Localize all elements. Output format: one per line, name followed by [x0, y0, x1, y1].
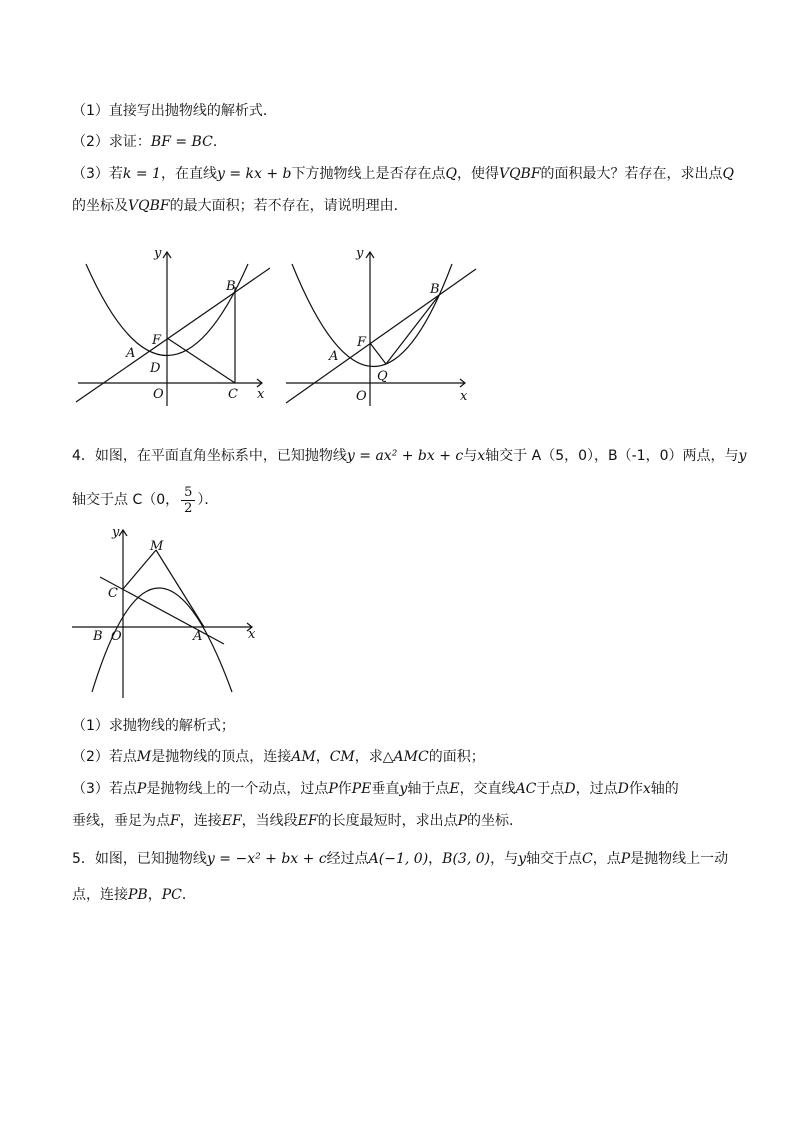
label-o: O — [356, 389, 367, 404]
q5-stem-line1 — [72, 849, 732, 869]
q4-math-AC: AC — [515, 781, 537, 797]
q3-math-triangle: VQBF — [498, 166, 541, 182]
q4-figure — [66, 522, 262, 702]
q5-text: 经过点 — [326, 851, 369, 867]
segment-qb — [386, 294, 440, 364]
q3-part2-end: ． — [212, 134, 227, 150]
q5-point-b: B(3, 0) — [442, 851, 491, 867]
q3-math-Q: Q — [722, 166, 735, 182]
label-c: C — [228, 387, 238, 402]
q4-math-triangle: △AMC — [382, 749, 429, 765]
label-o: O — [111, 629, 122, 644]
label-y: y — [112, 525, 120, 540]
q4-text: ，交直线 — [459, 781, 516, 797]
q4-text: 作 — [337, 781, 352, 797]
q3-figure-left — [70, 240, 280, 410]
q4-math-y: y — [399, 781, 408, 797]
label-x: x — [257, 387, 265, 402]
q5-text: ，点 — [592, 851, 621, 867]
q3-text: 的面积最大？若存在，求出点 — [540, 166, 723, 182]
q3-text: ，在直线 — [160, 166, 217, 182]
label-a: A — [329, 349, 339, 364]
label-f: F — [357, 335, 367, 350]
q4-equation: y = ax² + bx + c — [346, 448, 464, 464]
q4-text: 垂直 — [371, 781, 400, 797]
q4-text: ，过点 — [575, 781, 618, 797]
q3-part2 — [72, 132, 732, 152]
q4-math-AM: AM — [291, 749, 316, 765]
q4-text: （3）若点 — [72, 781, 137, 797]
q3-text: ，使得 — [456, 166, 499, 182]
q4-text: 是抛物线的顶点，连接 — [151, 749, 292, 765]
q4-math-F: F — [170, 813, 180, 829]
q4-text: ， — [315, 749, 330, 765]
q4-math-EF: EF — [221, 813, 242, 829]
q5-text: ，与 — [490, 851, 519, 867]
q4-math-D: D — [564, 781, 576, 797]
q4-math-CM: CM — [329, 749, 355, 765]
q4-part3-line1 — [72, 779, 732, 799]
q4-stem-line2 — [72, 484, 732, 516]
q4-text: 轴交于 A（5，0），B（-1，0）两点，与 — [485, 448, 739, 464]
q4-stem-line1 — [72, 446, 747, 466]
q4-text: 是抛物线上的一个动点，过点 — [146, 781, 329, 797]
q4-text: 于点 — [536, 781, 565, 797]
label-q: Q — [377, 369, 388, 384]
q4-text: 的长度最短时，求出点 — [317, 813, 458, 829]
q4-math-M: M — [136, 749, 152, 765]
q4-text: 的坐标． — [467, 813, 524, 829]
q4-text: ，求 — [354, 749, 383, 765]
label-f: F — [152, 333, 162, 348]
q4-text: ，当线段 — [241, 813, 298, 829]
q4-part3-line2 — [72, 811, 732, 831]
q4-math-P: P — [136, 781, 147, 797]
q4-text: 轴于点 — [407, 781, 450, 797]
q5-math-C: C — [582, 851, 593, 867]
q4-math-E: E — [449, 781, 460, 797]
parabola — [292, 264, 452, 367]
label-x: x — [248, 627, 256, 642]
q5-text: 轴交于点 — [526, 851, 583, 867]
q3-math-k: k = 1 — [122, 166, 161, 182]
q5-math-P: P — [620, 851, 631, 867]
q3-text: 下方抛物线上是否存在点 — [291, 166, 446, 182]
label-x: x — [460, 389, 468, 404]
fraction-denominator: 2 — [184, 500, 193, 516]
q3-part3-line2 — [72, 196, 732, 216]
q5-text: 点，连接 — [72, 887, 128, 903]
q4-math-PE: PE — [351, 781, 372, 797]
q4-part1-text: （1）求抛物线的解析式； — [72, 718, 235, 734]
q4-text: ）． — [197, 492, 219, 508]
label-b: B — [226, 279, 236, 294]
segment-fc — [167, 338, 235, 383]
q3-figure-right — [280, 240, 480, 410]
label-d: D — [150, 361, 161, 376]
q4-text: 4．如图，在平面直角坐标系中，已知抛物线 — [72, 448, 347, 464]
q5-text: 5．如图，已知抛物线 — [72, 851, 207, 867]
q3-text: 的坐标及 — [72, 198, 128, 214]
q4-math-x: x — [642, 781, 651, 797]
q3-part2-math: BF = BC — [150, 134, 213, 150]
q4-math-P: P — [328, 781, 338, 797]
q3-part1 — [72, 101, 732, 121]
q4-text: 的面积； — [428, 749, 485, 765]
q4-math-y: y — [738, 448, 747, 464]
q4-text: 与 — [463, 448, 478, 464]
label-y: y — [154, 246, 162, 261]
label-a: A — [126, 346, 136, 361]
q4-text: （2）若点 — [72, 749, 137, 765]
q4-part2 — [72, 747, 732, 767]
q4-part1 — [72, 716, 732, 736]
line-ab — [76, 268, 270, 402]
q4-text: 轴的 — [650, 781, 679, 797]
label-m: M — [150, 539, 164, 554]
segment-cm — [123, 550, 156, 589]
q5-point-a: A(−1, 0) — [368, 851, 429, 867]
q5-math-PC: PC — [161, 887, 182, 903]
q3-part1-text: （1）直接写出抛物线的解析式． — [72, 103, 277, 119]
q3-text: （3）若 — [72, 166, 123, 182]
q5-math-y: y — [518, 851, 527, 867]
q5-text: ． — [181, 887, 196, 903]
label-b: B — [93, 629, 103, 644]
q5-equation: y = −x² + bx + c — [206, 851, 327, 867]
fraction-numerator: 5 — [181, 485, 195, 501]
q5-math-PB: PB — [128, 887, 148, 903]
q5-text: ， — [147, 887, 162, 903]
q3-text: 的最大面积；若不存在，请说明理由． — [169, 198, 408, 214]
q3-math-line: y = kx + b — [216, 166, 292, 182]
q3-math-Q: Q — [445, 166, 457, 182]
label-y: y — [356, 246, 364, 261]
q4-text: 轴交于点 C（0， — [72, 492, 180, 508]
q4-math-D: D — [617, 781, 629, 797]
q5-stem-line2 — [72, 885, 732, 905]
label-c: C — [108, 586, 118, 601]
q4-math-x: x — [477, 448, 486, 464]
q4-text: 作 — [628, 781, 643, 797]
q3-part3-line1 — [72, 164, 735, 184]
q4-text: ，连接 — [179, 813, 222, 829]
q3-part2-text: （2）求证： — [72, 134, 151, 150]
segment-fq — [370, 343, 386, 364]
label-b: B — [430, 282, 440, 297]
q4-math-EF: EF — [297, 813, 318, 829]
q4-text: 垂线，垂足为点 — [72, 813, 170, 829]
q3-math-triangle: VQBF — [128, 198, 170, 214]
q5-text: 是抛物线上一动 — [630, 851, 729, 867]
q5-text: ， — [428, 851, 443, 867]
q4-fraction — [181, 485, 195, 516]
label-a: A — [193, 629, 203, 644]
label-o: O — [153, 387, 164, 402]
q4-math-P: P — [457, 813, 468, 829]
